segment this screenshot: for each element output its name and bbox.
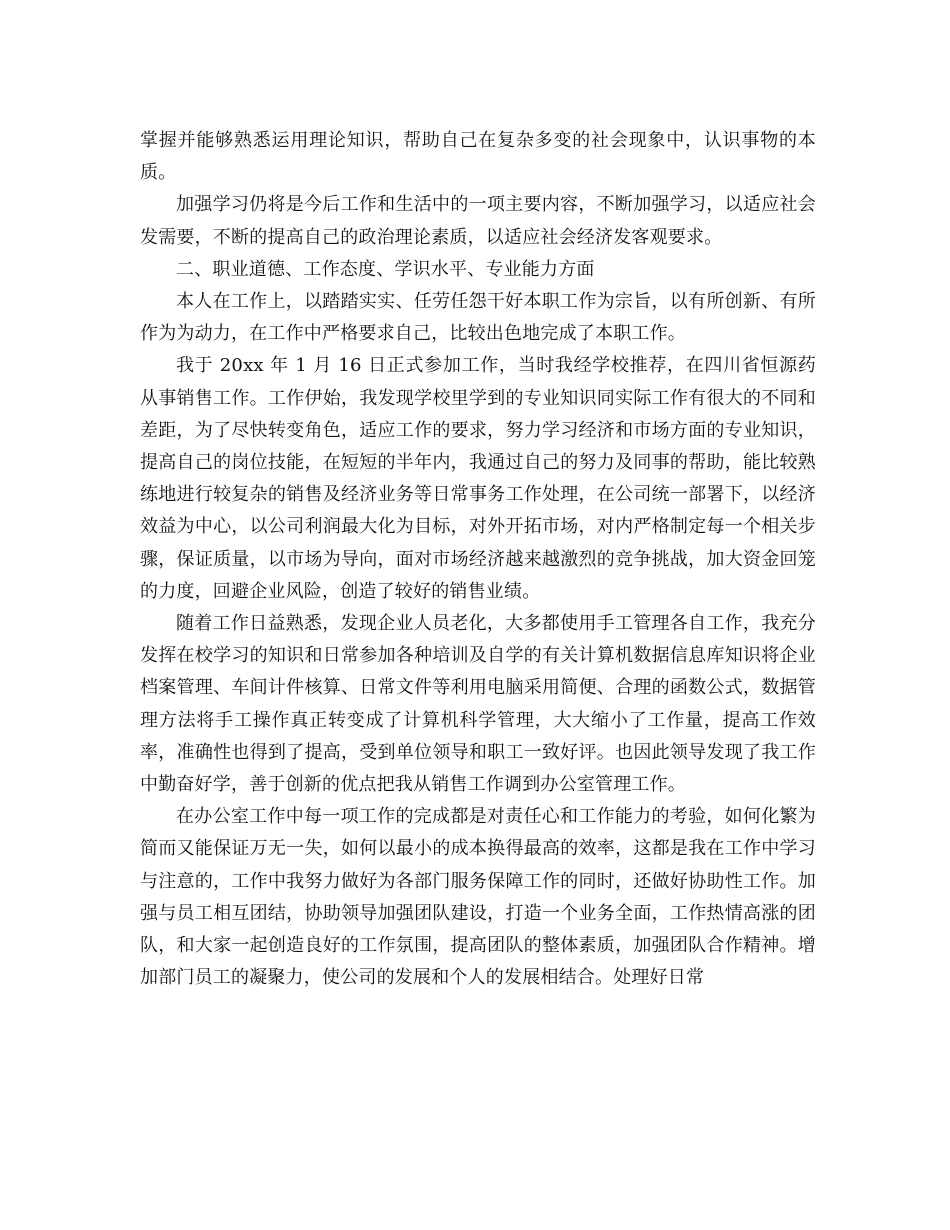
paragraph-3: 本人在工作上，以踏踏实实、任劳任怨干好本职工作为宗旨，以有所创新、有所作为为动力，在工作中严格要求自己，比较出色地完成了本职工作。 <box>140 291 816 345</box>
paragraph-1: 掌握并能够熟悉运用理论知识，帮助自己在复杂多变的社会现象中，认识事物的本质。 <box>140 130 816 184</box>
paragraph-5: 随着工作日益熟悉，发现企业人员老化，大多都使用手工管理各自工作，我充分发挥在校学习的知识和日常参加各种培训及自学的有关计算机数据信息库知识将企业档案管理、车间计件核算、日常文件等利用电脑采用简便、合理的函数公式，数据管理方法将手工操作真正转变成了计算机科学管理，大大缩小了工作量，提高工作效率，准确性也得到了提高，受到单位领导和职工一致好评。也因此领导发现了我工作中勤奋好学，善于创新的优点把我从销售工作调到办公室管理工作。 <box>140 613 816 796</box>
paragraph-6: 在办公室工作中每一项工作的完成都是对责任心和工作能力的考验，如何化繁为简而又能保证万无一失，如何以最小的成本换得最高的效率，这都是我在工作中学习与注意的，工作中我努力做好为各部门服务保障工作的同时，还做好协助性工作。加强与员工相互团结，协助领导加强团队建设，打造一个业务全面，工作热情高涨的团队，和大家一起创造良好的工作氛围，提高团队的整体素质，加强团队合作精神。增加部门员工的凝聚力，使公司的发展和个人的发展相结合。处理好日常 <box>140 806 816 989</box>
paragraph-2: 加强学习仍将是今后工作和生活中的一项主要内容，不断加强学习，以适应社会发需要，不断的提高自己的政治理论素质，以适应社会经济发客观要求。 <box>140 194 816 248</box>
section-heading: 二、职业道德、工作态度、学识水平、专业能力方面 <box>176 258 595 280</box>
document-body <box>140 125 816 994</box>
paragraph-4: 我于 20xx 年 1 月 16 日正式参加工作，当时我经学校推荐，在四川省恒源药从事销售工作。工作伊始，我发现学校里学到的专业知识同实际工作有很大的不同和差距，为了尽快转变角色，适应工作的要求，努力学习经济和市场方面的专业知识，提高自己的岗位技能，在短短的半年内，我通过自己的努力及同事的帮助，能比较熟练地进行较复杂的销售及经济业务等日常事务工作处理，在公司统一部署下，以经济效益为中心，以公司利润最大化为目标，对外开拓市场，对内严格制定每一个相关步骤，保证质量，以市场为导向，面对市场经济越来越激烈的竞争挑战，加大资金回笼的力度，回避企业风险，创造了较好的销售业绩。 <box>140 355 816 602</box>
